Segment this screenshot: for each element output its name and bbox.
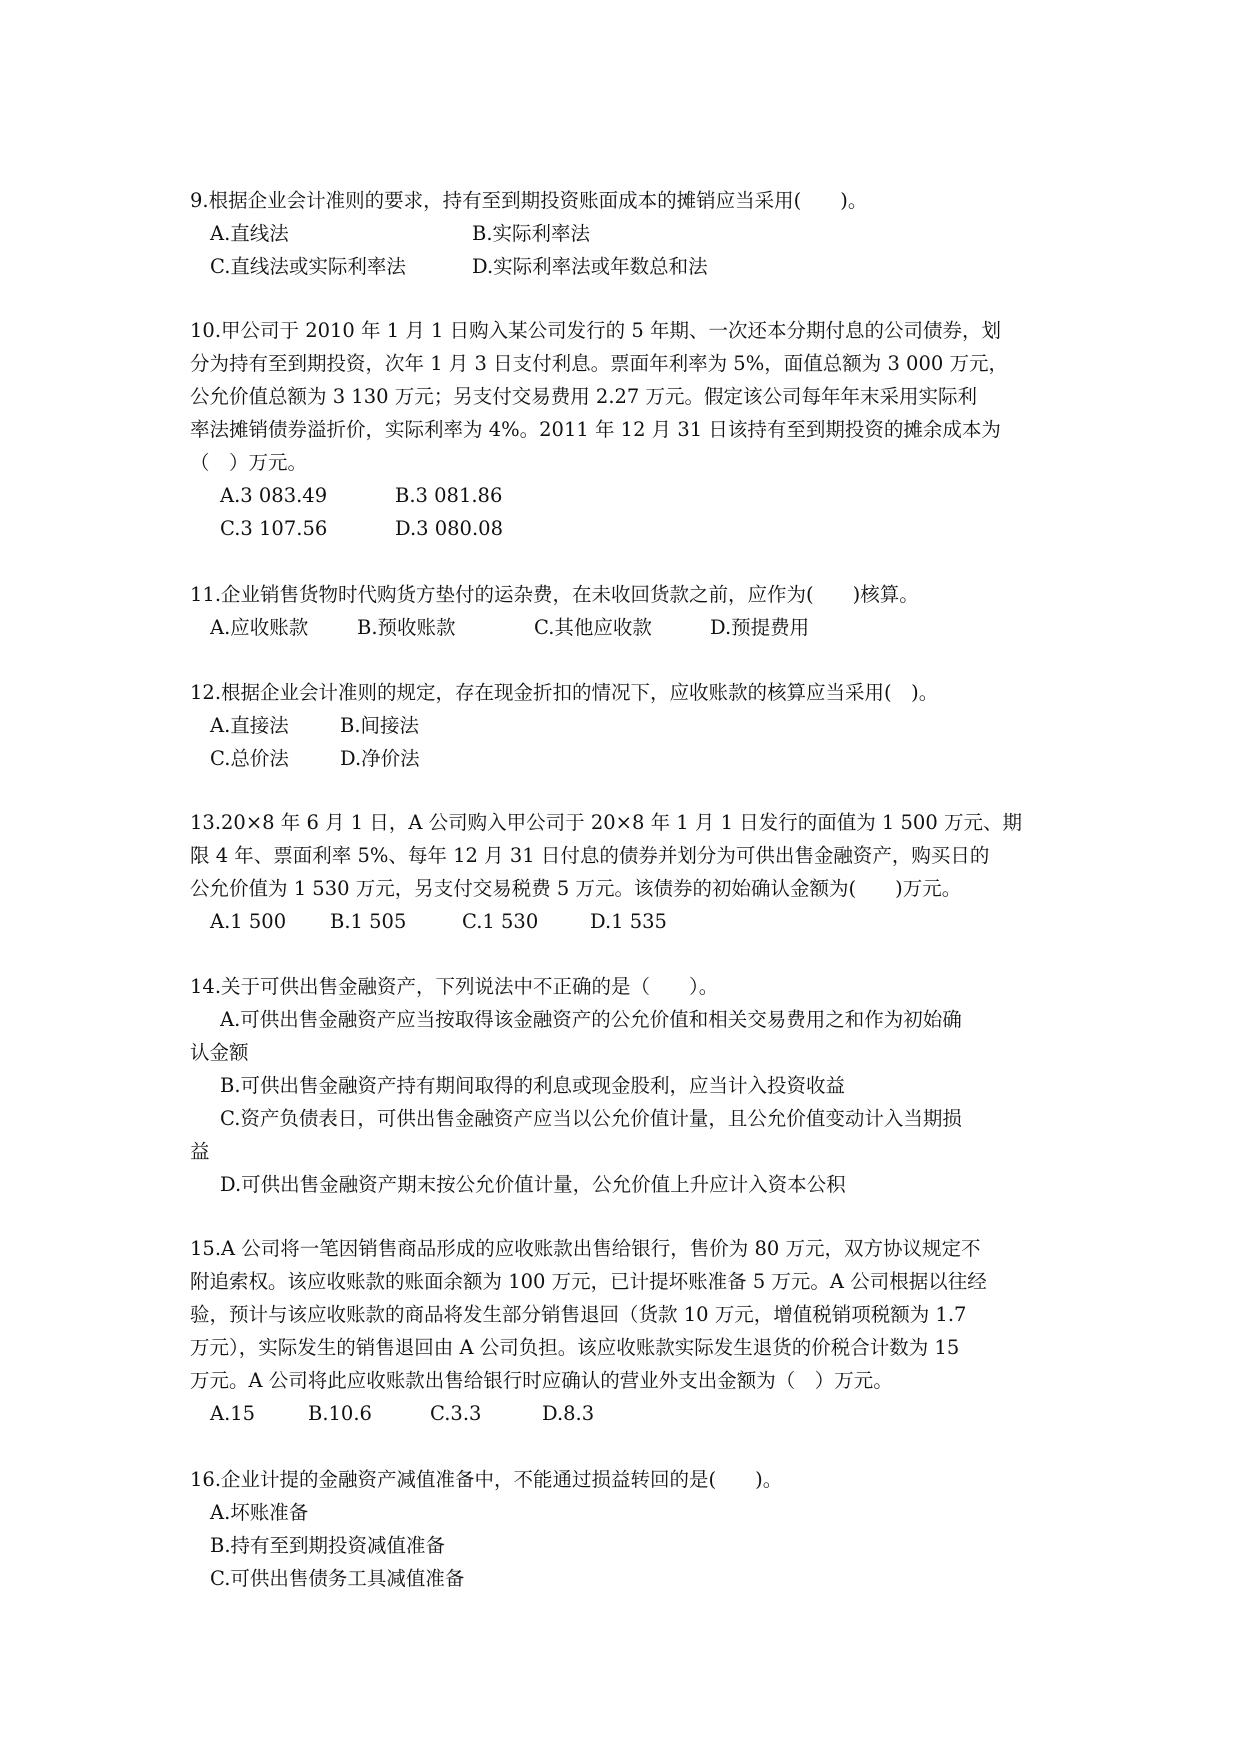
statement-a: A.可供出售金融资产应当按取得该金融资产的公允价值和相关交易费用之和作为初始确 [220, 1008, 962, 1031]
option-b: B.3 081.86 [395, 484, 503, 507]
option-b: B.预收账款 [357, 616, 456, 639]
question-9 [190, 184, 1060, 283]
question-stem: 11.企业销售货物时代购货方垫付的运杂费，在未收回货款之前，应作为( )核算。 [190, 583, 919, 606]
option-d: D.1 535 [590, 910, 667, 933]
question-stem-line: 公允价值为 1 530 万元，另支付交易税费 5 万元。该债券的初始确认金额为( )万元。 [190, 877, 962, 900]
option-d: D.8.3 [542, 1402, 595, 1425]
option-d: D.预提费用 [710, 616, 810, 639]
option-d: D.3 080.08 [395, 517, 503, 540]
option-a: A.坏账准备 [210, 1501, 309, 1524]
statement-b: B.可供出售金融资产持有期间取得的利息或现金股利，应当计入投资收益 [220, 1074, 846, 1097]
option-d: D.实际利率法或年数总和法 [472, 255, 708, 278]
options-row [190, 611, 1060, 644]
option-a: A.直接法 [210, 714, 289, 737]
option-d: D.净价法 [340, 747, 420, 770]
question-10 [190, 314, 1060, 545]
question-stem-line: 验，预计与该应收账款的商品将发生部分销售退回（货款 10 万元，增值税销项税额为 1.7 [190, 1303, 967, 1326]
question-stem: 16.企业计提的金融资产减值准备中，不能通过损益转回的是( )。 [190, 1468, 783, 1491]
question-stem-line: 13.20×8 年 6 月 1 日，A 公司购入甲公司于 20×8 年 1 月 1 日发行的面值为 1 500 万元、期 [190, 811, 1022, 834]
options-row [190, 217, 1060, 250]
option-b: B.1 505 [330, 910, 407, 933]
option-c: C.直线法或实际利率法 [210, 255, 406, 278]
options-row [190, 709, 1060, 742]
option-c: C.1 530 [462, 910, 539, 933]
statement-c-continued: 益 [190, 1140, 210, 1163]
option-c: C.其他应收款 [534, 616, 652, 639]
question-15 [190, 1232, 1060, 1430]
question-12 [190, 676, 1060, 775]
option-a: A.3 083.49 [220, 484, 328, 507]
option-b: B.持有至到期投资减值准备 [210, 1534, 446, 1557]
options-row [190, 742, 1060, 775]
question-stem-line: （ ）万元。 [190, 451, 308, 474]
options-row [190, 905, 1060, 938]
question-stem-line: 公允价值总额为 3 130 万元；另支付交易费用 2.27 万元。假定该公司每年年末采用实际利 [190, 385, 978, 408]
question-stem: 14.关于可供出售金融资产，下列说法中不正确的是（ ）。 [190, 975, 719, 998]
option-a: A.直线法 [210, 222, 289, 245]
question-13 [190, 806, 1060, 938]
options-row [190, 1397, 1060, 1430]
question-stem-line: 15.A 公司将一笔因销售商品形成的应收账款出售给银行，售价为 80 万元，双方协议规定不 [190, 1237, 981, 1260]
question-stem-line: 附追索权。该应收账款的账面余额为 100 万元，已计提坏账准备 5 万元。A 公司根据以往经 [190, 1270, 987, 1293]
options-row [190, 512, 1060, 545]
options-row [190, 479, 1060, 512]
options-row [190, 250, 1060, 283]
option-a: A.应收账款 [210, 616, 309, 639]
question-stem-line: 万元。A 公司将此应收账款出售给银行时应确认的营业外支出金额为（ ）万元。 [190, 1369, 893, 1392]
question-stem-line: 率法摊销债券溢折价，实际利率为 4%。2011 年 12 月 31 日该持有至到期投资的摊余成本为 [190, 418, 1001, 441]
question-16 [190, 1463, 1060, 1595]
statement-a-continued: 认金额 [190, 1041, 249, 1064]
option-b: B.10.6 [308, 1402, 372, 1425]
question-14 [190, 970, 1060, 1201]
option-b: B.间接法 [340, 714, 420, 737]
question-11 [190, 578, 1060, 644]
option-c: C.3.3 [430, 1402, 482, 1425]
option-a: A.15 [210, 1402, 256, 1425]
option-c: C.总价法 [210, 747, 289, 770]
statement-d: D.可供出售金融资产期末按公允价值计量，公允价值上升应计入资本公积 [220, 1173, 846, 1196]
option-c: C.3 107.56 [220, 517, 328, 540]
question-stem-line: 万元），实际发生的销售退回由 A 公司负担。该应收账款实际发生退货的价税合计数为 15 [190, 1336, 960, 1359]
question-stem: 12.根据企业会计准则的规定，存在现金折扣的情况下，应收账款的核算应当采用( )。 [190, 681, 939, 704]
option-a: A.1 500 [210, 910, 287, 933]
question-stem-line: 10.甲公司于 2010 年 1 月 1 日购入某公司发行的 5 年期、一次还本分期付息的公司债券，划 [190, 319, 1001, 342]
option-c: C.可供出售债务工具减值准备 [210, 1567, 465, 1590]
statement-c: C.资产负债表日，可供出售金融资产应当以公允价值计量，且公允价值变动计入当期损 [220, 1107, 962, 1130]
question-stem: 9.根据企业会计准则的要求，持有至到期投资账面成本的摊销应当采用( )。 [190, 189, 868, 212]
question-stem-line: 分为持有至到期投资，次年 1 月 3 日支付利息。票面年利率为 5%，面值总额为 3 000 万元， [190, 352, 1008, 375]
question-stem-line: 限 4 年、票面利率 5%、每年 12 月 31 日付息的债券并划分为可供出售金融资产，购买日的 [190, 844, 990, 867]
option-b: B.实际利率法 [472, 222, 591, 245]
